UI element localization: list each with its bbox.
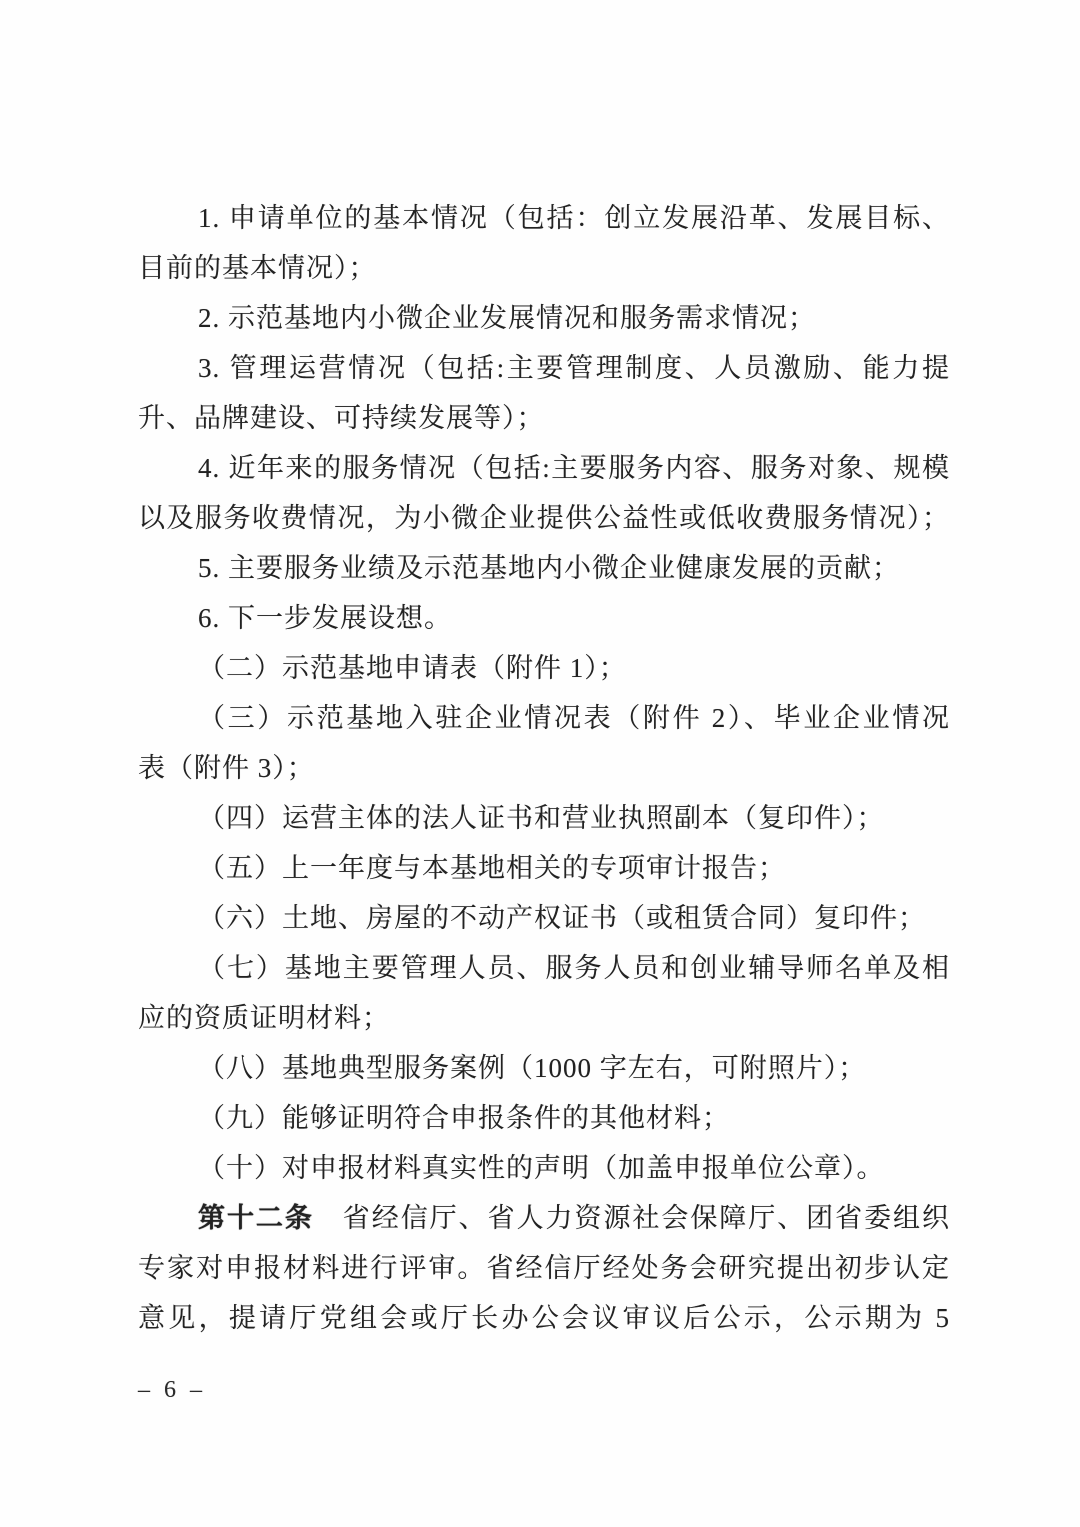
- text-line: [138, 393, 950, 443]
- text-line: [138, 543, 950, 593]
- document-body: [138, 193, 950, 1343]
- text-line: [138, 1293, 950, 1343]
- text-line: [138, 443, 950, 493]
- line-text: （五）上一年度与本基地相关的专项审计报告；: [198, 853, 786, 883]
- text-line: [138, 293, 950, 343]
- line-text: （四）运营主体的法人证书和营业执照副本（复印件）；: [198, 803, 885, 833]
- text-line: [138, 643, 950, 693]
- text-line: [138, 593, 950, 643]
- text-line: [138, 743, 950, 793]
- text-line: [138, 843, 950, 893]
- line-text: 3. 管理运营情况（包括:主要管理制度、人员激励、能力提: [198, 353, 950, 383]
- text-line: [138, 1243, 950, 1293]
- text-line: [138, 943, 950, 993]
- text-line: [138, 993, 950, 1043]
- line-text: 升、品牌建设、可持续发展等）；: [138, 403, 545, 433]
- text-line: [138, 243, 950, 293]
- text-line: [138, 1043, 950, 1093]
- line-text: 5. 主要服务业绩及示范基地内小微企业健康发展的贡献；: [198, 553, 900, 583]
- page-number: – 6 –: [138, 1377, 206, 1403]
- line-text: 专家对申报材料进行评审。省经信厅经处务会研究提出初步认定: [138, 1253, 950, 1283]
- text-line: [138, 793, 950, 843]
- line-text: （十）对申报材料真实性的声明（加盖申报单位公章）。: [198, 1153, 885, 1183]
- text-line: [138, 893, 950, 943]
- line-text: 目前的基本情况）；: [138, 253, 377, 283]
- line-text: （九）能够证明符合申报条件的其他材料；: [198, 1103, 730, 1133]
- line-text: （六）土地、房屋的不动产权证书（或租赁合同）复印件；: [198, 903, 926, 933]
- text-line: [138, 1093, 950, 1143]
- text-line: [138, 693, 950, 743]
- text-line: [138, 1143, 950, 1193]
- text-line: [138, 193, 950, 243]
- line-text: 表（附件 3）；: [138, 753, 315, 783]
- text-line: [138, 343, 950, 393]
- line-text: 意见，提请厅党组会或厅长办公会议审议后公示，公示期为 5: [138, 1303, 950, 1333]
- line-text: （七）基地主要管理人员、服务人员和创业辅导师名单及相: [198, 953, 950, 983]
- line-text: （八）基地典型服务案例（1000 字左右，可附照片）；: [198, 1053, 867, 1083]
- line-text: 省经信厅、省人力资源社会保障厅、团省委组织: [313, 1203, 951, 1233]
- line-text: 以及服务收费情况，为小微企业提供公益性或低收费服务情况）；: [138, 503, 950, 533]
- line-text: （二）示范基地申请表（附件 1）；: [198, 653, 627, 683]
- line-text: 4. 近年来的服务情况（包括:主要服务内容、服务对象、规模: [198, 453, 950, 483]
- text-line: [138, 493, 950, 543]
- line-text: （三）示范基地入驻企业情况表（附件 2）、毕业企业情况: [198, 703, 950, 733]
- line-text: 应的资质证明材料；: [138, 1003, 390, 1033]
- line-text: 6. 下一步发展设想。: [198, 603, 452, 633]
- text-line: [138, 1193, 950, 1243]
- article-number-bold: 第十二条: [198, 1203, 314, 1233]
- line-text: 1. 申请单位的基本情况（包括：创立发展沿革、发展目标、: [198, 203, 950, 233]
- line-text: 2. 示范基地内小微企业发展情况和服务需求情况；: [198, 303, 816, 333]
